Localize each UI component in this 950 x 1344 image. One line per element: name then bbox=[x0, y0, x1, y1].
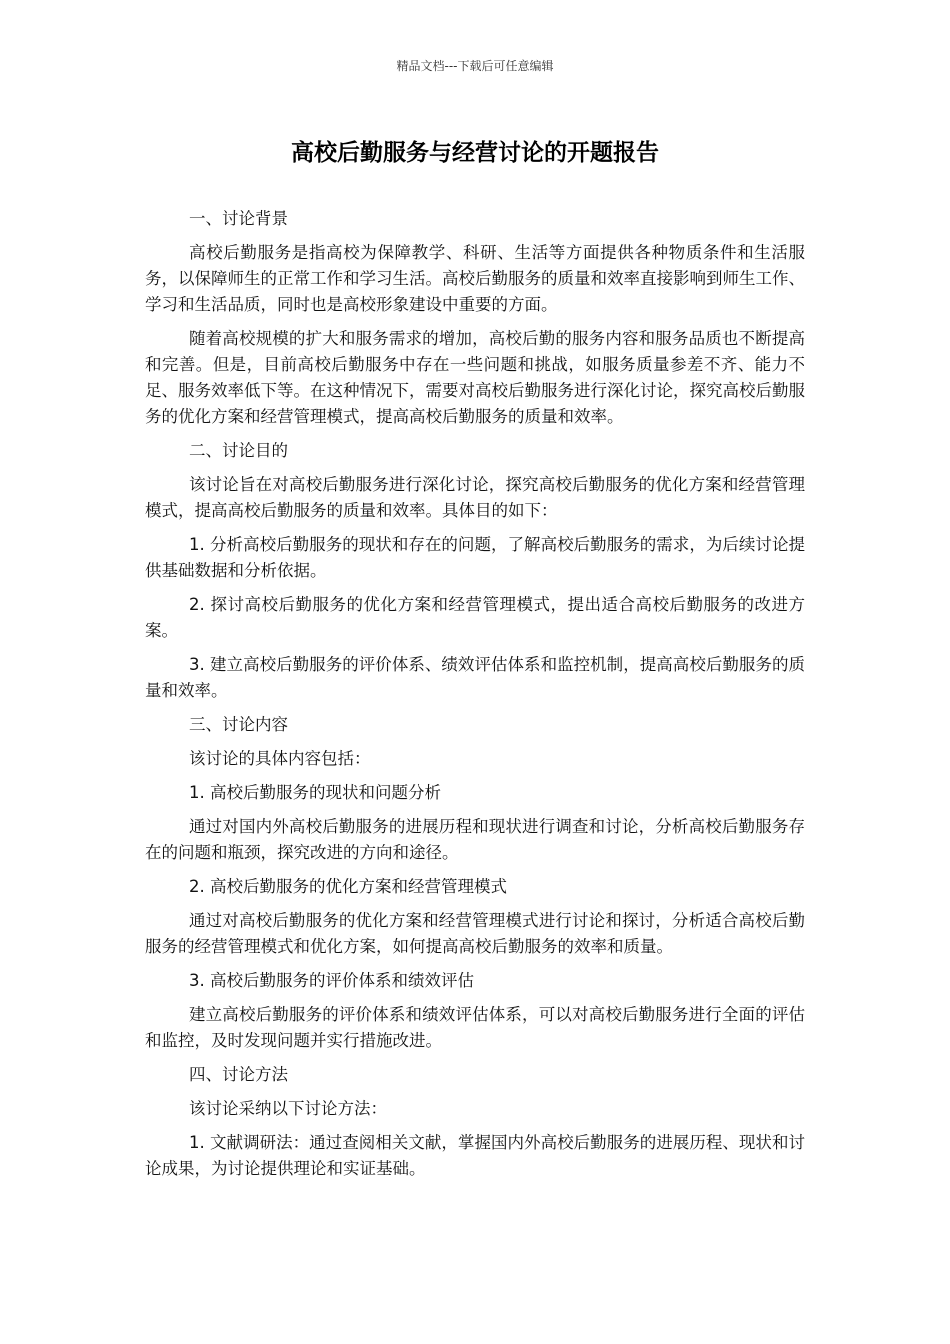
paragraph: 通过对高校后勤服务的优化方案和经营管理模式进行讨论和探讨，分析适合高校后勤服务的经营管理模式和优化方案，如何提高高校后勤服务的效率和质量。 bbox=[145, 911, 805, 956]
document-title: 高校后勤服务与经营讨论的开题报告 bbox=[291, 140, 659, 166]
section-heading-purpose: 二、讨论目的 bbox=[189, 441, 288, 460]
subheading: 2. 高校后勤服务的优化方案和经营管理模式 bbox=[189, 877, 507, 896]
paragraph: 该讨论采纳以下讨论方法： bbox=[189, 1099, 387, 1118]
paragraph: 通过对国内外高校后勤服务的进展历程和现状进行调查和讨论，分析高校后勤服务存在的问题和瓶颈，探究改进的方向和途径。 bbox=[145, 817, 805, 862]
subheading: 1. 高校后勤服务的现状和问题分析 bbox=[189, 783, 441, 802]
list-item: 1. 文献调研法：通过查阅相关文献，掌握国内外高校后勤服务的进展历程、现状和讨论成果，为讨论提供理论和实证基础。 bbox=[145, 1133, 805, 1178]
subheading: 3. 高校后勤服务的评价体系和绩效评估 bbox=[189, 971, 474, 990]
document-body bbox=[145, 206, 805, 1190]
paragraph: 随着高校规模的扩大和服务需求的增加，高校后勤的服务内容和服务品质也不断提高和完善。但是，目前高校后勤服务中存在一些问题和挑战，如服务质量参差不齐、能力不足、服务效率低下等。在这种情况下，需要对高校后勤服务进行深化讨论，探究高校后勤服务的优化方案和经营管理模式，提高高校后勤服务的质量和效率。 bbox=[145, 329, 805, 426]
paragraph: 该讨论的具体内容包括： bbox=[189, 749, 371, 768]
section-heading-background: 一、讨论背景 bbox=[189, 209, 288, 228]
paragraph: 建立高校后勤服务的评价体系和绩效评估体系，可以对高校后勤服务进行全面的评估和监控，及时发现问题并实行措施改进。 bbox=[145, 1005, 805, 1050]
list-item: 2. 探讨高校后勤服务的优化方案和经营管理模式，提出适合高校后勤服务的改进方案。 bbox=[145, 595, 805, 640]
paragraph: 高校后勤服务是指高校为保障教学、科研、生活等方面提供各种物质条件和生活服务，以保障师生的正常工作和学习生活。高校后勤服务的质量和效率直接影响到师生工作、学习和生活品质，同时也是高校形象建设中重要的方面。 bbox=[145, 243, 805, 314]
section-heading-method: 四、讨论方法 bbox=[189, 1065, 288, 1084]
section-heading-content: 三、讨论内容 bbox=[189, 715, 288, 734]
paragraph: 该讨论旨在对高校后勤服务进行深化讨论，探究高校后勤服务的优化方案和经营管理模式，提高高校后勤服务的质量和效率。具体目的如下： bbox=[145, 475, 805, 520]
page-header-note: 精品文档---下载后可任意编辑 bbox=[396, 59, 554, 73]
list-item: 1. 分析高校后勤服务的现状和存在的问题，了解高校后勤服务的需求，为后续讨论提供基础数据和分析依据。 bbox=[145, 535, 805, 580]
list-item: 3. 建立高校后勤服务的评价体系、绩效评估体系和监控机制，提高高校后勤服务的质量和效率。 bbox=[145, 655, 805, 700]
